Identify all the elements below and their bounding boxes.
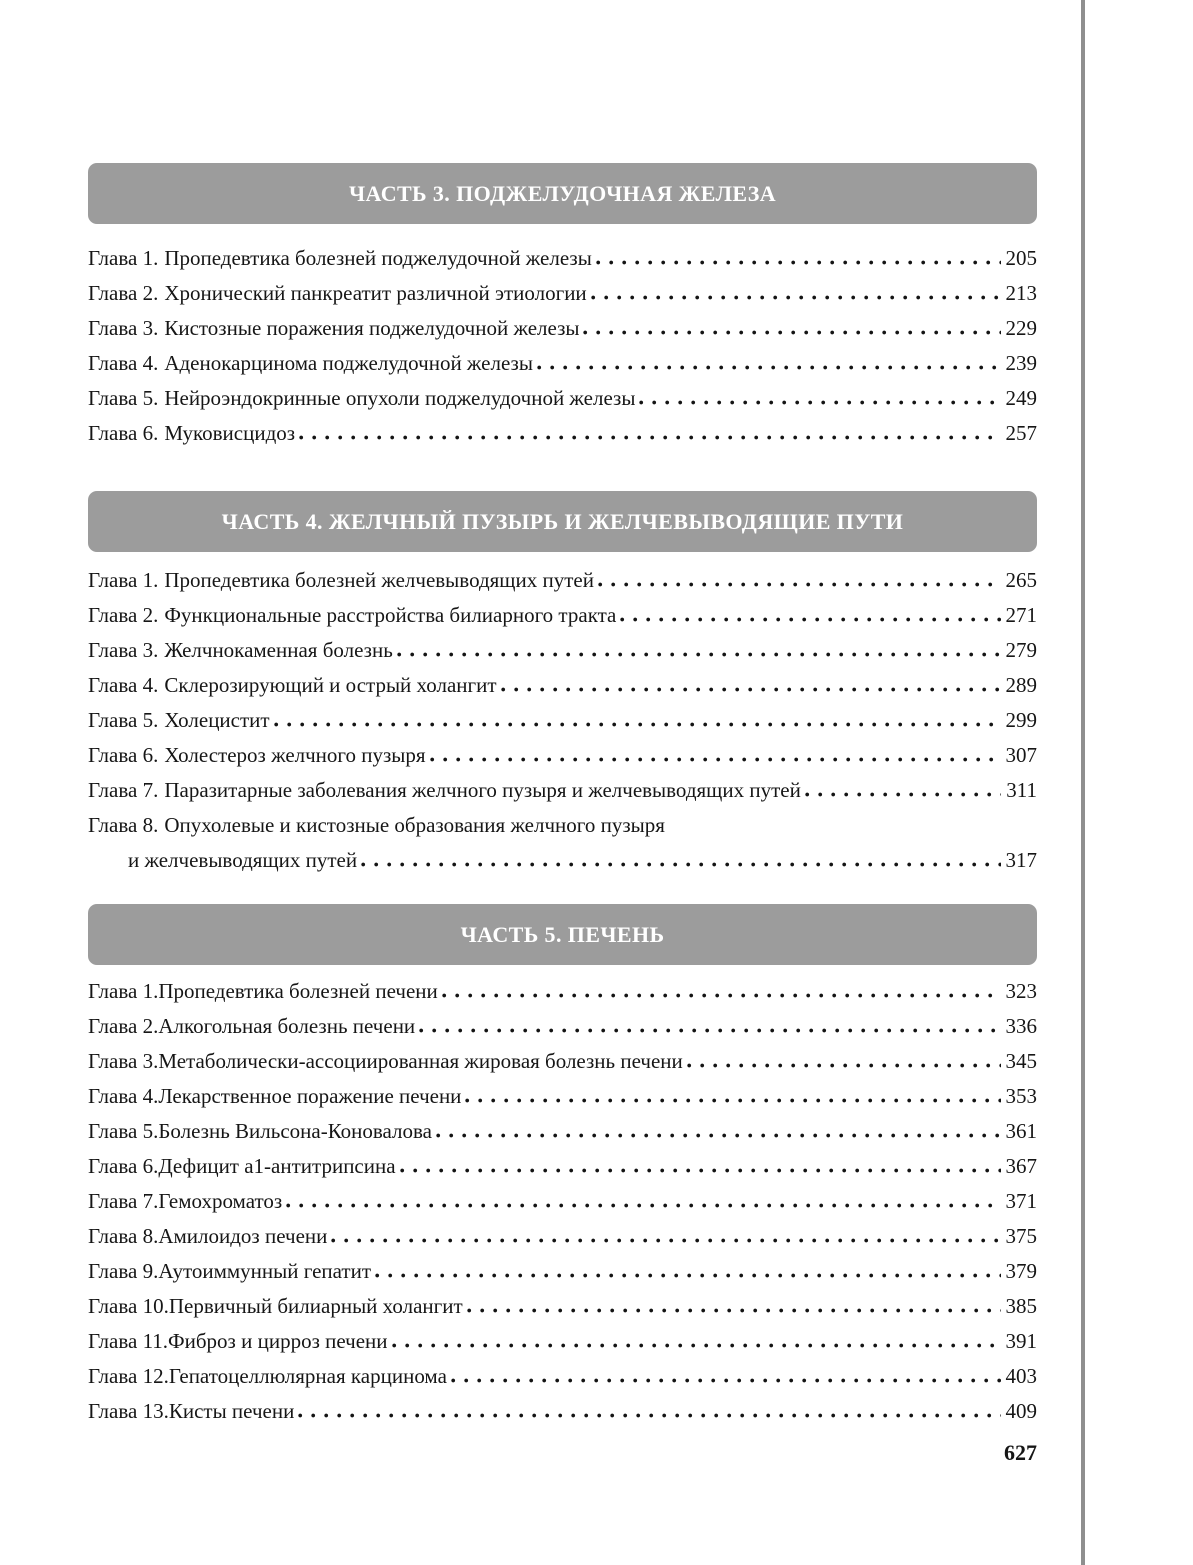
chapter-label: Глава 6. (88, 1154, 159, 1178)
dot-leader (451, 1378, 1001, 1383)
chapter-page: 271 (1005, 603, 1037, 627)
chapter-title: Функциональные расстройства билиарного тракта (164, 603, 617, 627)
toc-entry (88, 1149, 1037, 1184)
toc-entry (88, 276, 1037, 311)
dot-leader (331, 1238, 1000, 1243)
dot-leader (591, 295, 1001, 300)
chapter-title: Паразитарные заболевания желчного пузыря и желчевыводящих путей (164, 778, 801, 802)
dot-leader (397, 652, 1001, 657)
chapter-page: 213 (1005, 281, 1037, 305)
dot-leader (299, 435, 1000, 440)
chapter-label: Глава 6. (88, 743, 159, 767)
chapter-title: Пропедевтика болезней печени (158, 979, 438, 1003)
part-5-chapter-list (88, 974, 1037, 1429)
toc-entry (88, 1359, 1037, 1394)
chapter-label: Глава 1. (88, 568, 159, 592)
part-3-section (88, 163, 1037, 451)
toc-entry (88, 1079, 1037, 1114)
toc-entry (88, 1114, 1037, 1149)
toc-entry (88, 1009, 1037, 1044)
toc-entry (88, 703, 1037, 738)
toc-entry (88, 773, 1037, 808)
toc-entry (88, 633, 1037, 668)
toc-entry-line (88, 381, 1037, 416)
chapter-title: Муковисцидоз (164, 421, 296, 445)
dot-leader (274, 722, 1001, 727)
toc-entry (88, 598, 1037, 633)
chapter-title: Аутоиммунный гепатит (158, 1259, 372, 1283)
chapter-title: Фиброз и цирроз печени (168, 1329, 388, 1353)
part-4-chapter-list (88, 563, 1037, 878)
toc-entry (88, 1324, 1037, 1359)
toc-entry-line (88, 416, 1037, 451)
chapter-page: 279 (1005, 638, 1037, 662)
toc-entry (88, 738, 1037, 773)
toc-entry (88, 1044, 1037, 1079)
chapter-page: 345 (1005, 1049, 1037, 1073)
toc-entry-line (88, 1149, 1037, 1184)
toc-entry-line (88, 311, 1037, 346)
chapter-page: 391 (1005, 1329, 1037, 1353)
chapter-page: 229 (1005, 316, 1037, 340)
chapter-label: Глава 10. (88, 1294, 169, 1318)
chapter-title: Кисты печени (168, 1399, 295, 1423)
part-4-section (88, 491, 1037, 878)
chapter-label: Глава 8. (88, 813, 159, 837)
chapter-label: Глава 5. (88, 1119, 159, 1143)
chapter-label: Глава 12. (88, 1364, 169, 1388)
chapter-label: Глава 3. (88, 316, 159, 340)
chapter-label: Глава 8. (88, 1224, 159, 1248)
dot-leader (620, 617, 1000, 622)
chapter-label: Глава 7. (88, 1189, 159, 1213)
toc-entry-line (88, 563, 1037, 598)
chapter-page: 385 (1005, 1294, 1037, 1318)
chapter-page: 205 (1005, 246, 1037, 270)
chapter-page: 375 (1005, 1224, 1037, 1248)
book-page-number: 627 (1004, 1440, 1037, 1465)
chapter-label: Глава 1. (88, 979, 159, 1003)
chapter-label: Глава 4. (88, 351, 159, 375)
chapter-label: Глава 7. (88, 778, 159, 802)
chapter-title: Опухолевые и кистозные образования желчного пузыря (164, 813, 665, 837)
chapter-page: 239 (1005, 351, 1037, 375)
toc-entry-line (88, 974, 1037, 1009)
dot-leader (375, 1273, 1000, 1278)
chapter-label: Глава 6. (88, 421, 159, 445)
chapter-title: Склерозирующий и острый холангит (164, 673, 497, 697)
toc-entry (88, 1219, 1037, 1254)
toc-entry-line (88, 1219, 1037, 1254)
chapter-page: 257 (1005, 421, 1037, 445)
dot-leader (501, 687, 1001, 692)
chapter-title: Болезнь Вильсона-Коновалова (158, 1119, 432, 1143)
chapter-page: 299 (1005, 708, 1037, 732)
chapter-page: 403 (1005, 1364, 1037, 1388)
chapter-page: 353 (1005, 1084, 1037, 1108)
toc-entry-line (88, 1044, 1037, 1079)
page-edge-line (1081, 0, 1085, 1565)
dot-leader (298, 1413, 1000, 1418)
chapter-title: Нейроэндокринные опухоли поджелудочной железы (164, 386, 636, 410)
toc-entry-line (88, 1114, 1037, 1149)
toc-entry-line (88, 1289, 1037, 1324)
dot-leader (465, 1098, 1000, 1103)
chapter-label: Глава 4. (88, 1084, 159, 1108)
part-3-chapter-list (88, 241, 1037, 451)
toc-entry-line (88, 808, 1037, 843)
toc-entry-line (88, 1254, 1037, 1289)
dot-leader (392, 1343, 1001, 1348)
chapter-title: Гепатоцеллюлярная карцинома (168, 1364, 447, 1388)
chapter-label: Глава 2. (88, 281, 159, 305)
chapter-page: 265 (1005, 568, 1037, 592)
toc-entry-line (88, 241, 1037, 276)
chapter-label: Глава 5. (88, 386, 159, 410)
chapter-title: Метаболически-ассоциированная жировая болезнь печени (158, 1049, 683, 1073)
dot-leader (467, 1308, 1001, 1313)
toc-entry (88, 241, 1037, 276)
toc-page (88, 163, 1037, 1465)
toc-entry-line (88, 598, 1037, 633)
chapter-title: Лекарственное поражение печени (158, 1084, 462, 1108)
toc-entry (88, 808, 1037, 878)
chapter-label: Глава 4. (88, 673, 159, 697)
chapter-page: 361 (1005, 1119, 1037, 1143)
chapter-page: 323 (1005, 979, 1037, 1003)
dot-leader (687, 1063, 1001, 1068)
toc-entry-line (88, 1394, 1037, 1429)
toc-entry-line (88, 346, 1037, 381)
chapter-label: Глава 3. (88, 638, 159, 662)
chapter-page: 367 (1005, 1154, 1037, 1178)
dot-leader (583, 330, 1000, 335)
chapter-page: 249 (1005, 386, 1037, 410)
chapter-page: 311 (1006, 778, 1037, 802)
toc-entry (88, 974, 1037, 1009)
chapter-page: 409 (1005, 1399, 1037, 1423)
dot-leader (430, 757, 1001, 762)
chapter-page: 379 (1005, 1259, 1037, 1283)
toc-entry-line (88, 1359, 1037, 1394)
toc-entry-line (88, 703, 1037, 738)
toc-entry-line (88, 668, 1037, 703)
dot-leader (436, 1133, 1001, 1138)
toc-entry-continuation (88, 843, 1037, 878)
dot-leader (639, 400, 1000, 405)
dot-leader (598, 582, 1001, 587)
dot-leader (805, 792, 1001, 797)
chapter-title-continued: и желчевыводящих путей (128, 848, 358, 872)
chapter-label: Глава 13. (88, 1399, 169, 1423)
chapter-label: Глава 3. (88, 1049, 159, 1073)
dot-leader (400, 1168, 1001, 1173)
chapter-title: Пропедевтика болезней поджелудочной железы (164, 246, 592, 270)
chapter-title: Холецистит (164, 708, 270, 732)
chapter-title: Алкогольная болезнь печени (158, 1014, 416, 1038)
toc-entry-line (88, 1324, 1037, 1359)
chapter-label: Глава 11. (88, 1329, 169, 1353)
toc-entry (88, 1184, 1037, 1219)
part-4-banner: ЧАСТЬ 4. ЖЕЛЧНЫЙ ПУЗЫРЬ И ЖЕЛЧЕВЫВОДЯЩИЕ ПУТИ (88, 491, 1037, 552)
chapter-page: 336 (1005, 1014, 1037, 1038)
chapter-title: Дефицит а1-антитрипсина (158, 1154, 396, 1178)
chapter-label: Глава 9. (88, 1259, 159, 1283)
chapter-page: 317 (1005, 848, 1037, 872)
toc-entry-line (88, 1009, 1037, 1044)
toc-entry (88, 381, 1037, 416)
chapter-label: Глава 2. (88, 1014, 159, 1038)
toc-entry-line (88, 738, 1037, 773)
dot-leader (442, 993, 1001, 998)
dot-leader (596, 260, 1001, 265)
chapter-page: 371 (1005, 1189, 1037, 1213)
chapter-title: Первичный билиарный холангит (168, 1294, 463, 1318)
toc-entry (88, 668, 1037, 703)
chapter-page: 289 (1005, 673, 1037, 697)
chapter-title: Кистозные поражения поджелудочной железы (164, 316, 580, 340)
chapter-title: Желчнокаменная болезнь (164, 638, 393, 662)
toc-entry (88, 1254, 1037, 1289)
toc-entry-line (88, 276, 1037, 311)
dot-leader (361, 862, 1000, 867)
toc-entry-line (88, 1079, 1037, 1114)
toc-entry-line (88, 1184, 1037, 1219)
toc-entry (88, 1394, 1037, 1429)
toc-entry (88, 416, 1037, 451)
chapter-label: Глава 1. (88, 246, 159, 270)
chapter-label: Глава 2. (88, 603, 159, 627)
chapter-title: Пропедевтика болезней желчевыводящих путей (164, 568, 594, 592)
dot-leader (286, 1203, 1000, 1208)
dot-leader (537, 365, 1001, 370)
chapter-title: Хронический панкреатит различной этиологии (164, 281, 587, 305)
toc-entry (88, 563, 1037, 598)
chapter-title: Гемохроматоз (158, 1189, 283, 1213)
toc-entry (88, 346, 1037, 381)
chapter-label: Глава 5. (88, 708, 159, 732)
part-3-banner: ЧАСТЬ 3. ПОДЖЕЛУДОЧНАЯ ЖЕЛЕЗА (88, 163, 1037, 224)
chapter-page: 307 (1005, 743, 1037, 767)
dot-leader (419, 1028, 1000, 1033)
part-5-banner: ЧАСТЬ 5. ПЕЧЕНЬ (88, 904, 1037, 965)
chapter-title: Амилоидоз печени (158, 1224, 328, 1248)
toc-entry-line (88, 773, 1037, 808)
toc-entry (88, 1289, 1037, 1324)
chapter-title: Холестероз желчного пузыря (164, 743, 426, 767)
chapter-title: Аденокарцинома поджелудочной железы (164, 351, 533, 375)
toc-entry-line (88, 633, 1037, 668)
part-5-section (88, 904, 1037, 1429)
toc-entry (88, 311, 1037, 346)
